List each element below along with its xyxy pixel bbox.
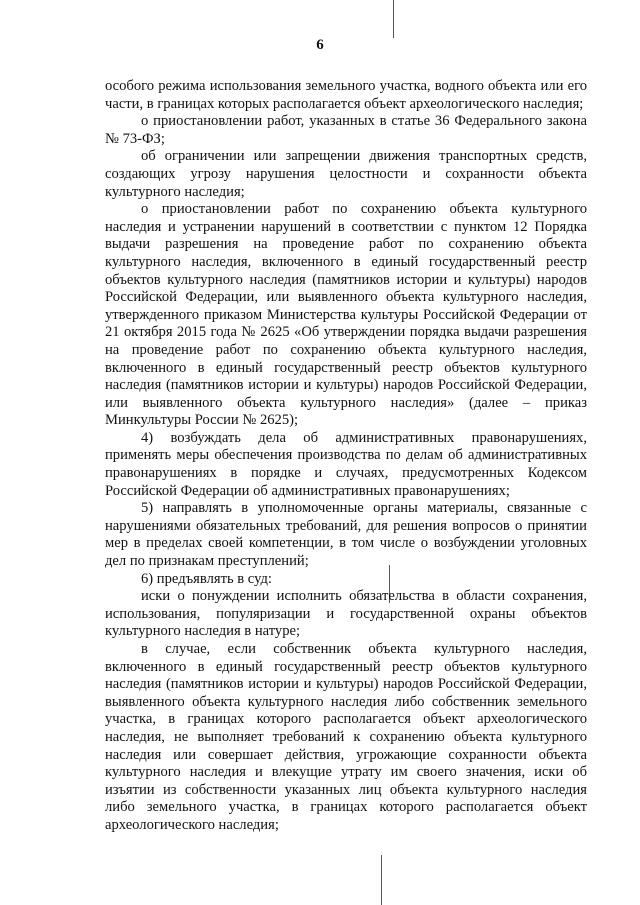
paragraph-6: 5) направлять в уполномоченные органы материалы, связанные с нарушениями обязательных требований, для решения вопросов о принятии мер в пределах своей компетенции, в том числе о возбуждении уголовных дел по признакам преступлений; [105, 500, 587, 570]
body-text [105, 78, 587, 835]
paragraph-8: иски о понуждении исполнить обязательства в области сохранения, использования, популяризации и государственной охраны объектов культурного наследия в натуре; [105, 588, 587, 640]
paragraph-2: о приостановлении работ, указанных в статье 36 Федерального закона № 73-ФЗ; [105, 113, 587, 147]
paragraph-1: особого режима использования земельного участка, водного объекта или его части, в границах которых располагается объект археологического наследия; [105, 78, 587, 112]
paragraph-3: об ограничении или запрещении движения транспортных средств, создающих угрозу нарушения целостности и сохранности объекта культурного наследия; [105, 148, 587, 200]
paragraph-9: в случае, если собственник объекта культурного наследия, включенного в единый государственный реестр объектов культурного наследия (памятников истории и культуры) народов Российской Федерации, выявленного объекта культурного наследия либо собственник земельного участка, в границах которого располагается объект археологического наследия, не выполняет требований к сохранению объекта культурного наследия или совершает действия, угрожающие сохранности объекта культурного наследия и влекущие утрату им своего значения, иски об изъятии из собственности указанных лиц объекта культурного наследия либо земельного участка, в границах которого располагается объект археологического наследия; [105, 641, 587, 833]
scan-mark-bottom [381, 855, 382, 905]
paragraph-7: 6) предъявлять в суд: [141, 570, 272, 587]
page-number: 6 [316, 37, 324, 53]
scan-mark-top [393, 0, 394, 38]
paragraph-4: о приостановлении работ по сохранению объекта культурного наследия и устранении нарушений в соответствии с пунктом 12 Порядка выдачи разрешения на проведение работ по сохранению объекта культурного наследия, включенного в единый государственный реестр объектов культурного наследия (памятников истории и культуры) народов Российской Федерации, или выявленного объекта культурного наследия, утвержденного приказом Министерства культуры Российской Федерации от 21 октября 2015 года № 2625 «Об утверждении порядка выдачи разрешения на проведение работ по сохранению объекта культурного наследия, включенного в единый государственный реестр объектов культурного наследия (памятников истории и культуры) народов Российской Федерации, или выявленного объекта культурного наследия» (далее – приказ Минкультуры России № 2625); [105, 201, 587, 429]
paragraph-5: 4) возбуждать дела об административных правонарушениях, применять меры обеспечения производства по делам об административных правонарушениях в порядке и случаях, предусмотренных Кодексом Российской Федерации об административных правонарушениях; [105, 429, 587, 499]
